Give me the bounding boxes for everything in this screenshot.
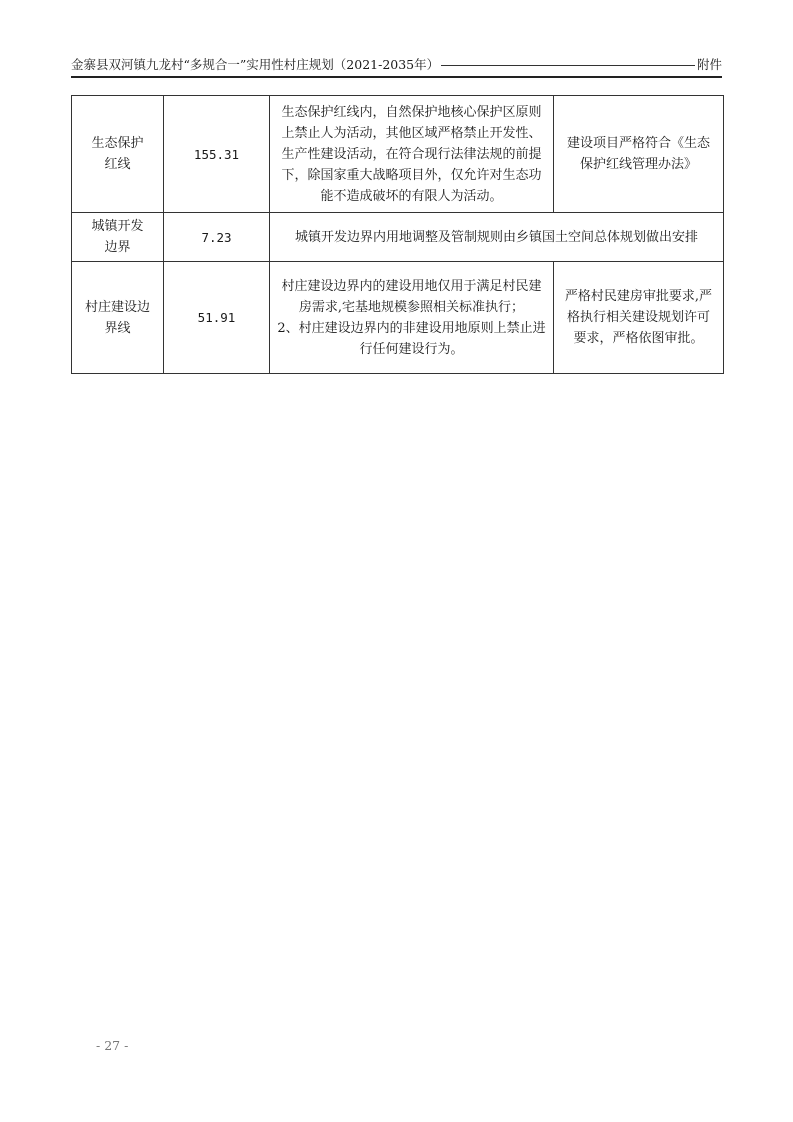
rule-paragraph-1: 村庄建设边界内的建设用地仅用于满足村民建房需求,宅基地规模参照相关标准执行；: [281, 278, 542, 315]
line-name: 城镇开发边界: [91, 219, 144, 255]
line-name-cell: [72, 213, 164, 262]
header-suffix: 附件: [696, 57, 722, 72]
line-name: 生态保护红线: [91, 136, 144, 172]
running-header: [71, 56, 722, 74]
area-cell: 155.31: [164, 96, 270, 213]
header-title: 金寨县双河镇九龙村“多规合一”实用性村庄规划（2021-2035年）: [71, 57, 440, 72]
area-cell: 7.23: [164, 213, 270, 262]
line-name-cell: [72, 262, 164, 374]
table-row: [72, 262, 724, 374]
rule-paragraph-2: 2、村庄建设边界内的非建设用地原则上禁止进行任何建设行为。: [277, 320, 546, 357]
page-number: - 27 -: [96, 1038, 129, 1053]
control-rule-cell: 城镇开发边界内用地调整及管制规则由乡镇国土空间总体规划做出安排: [270, 213, 724, 262]
area-cell: 51.91: [164, 262, 270, 374]
header-leader-line: [441, 65, 695, 66]
table-row: [72, 96, 724, 213]
line-name: 村庄建设边界线: [84, 299, 150, 336]
requirement-cell: 严格村民建房审批要求,严格执行相关建设规划许可要求，严格依图审批。: [554, 262, 724, 374]
control-rule-cell: [270, 262, 554, 374]
header-rule: [71, 76, 722, 78]
line-name-cell: [72, 96, 164, 213]
requirement-cell: 建设项目严格符合《生态保护红线管理办法》: [554, 96, 724, 213]
table-row: [72, 213, 724, 262]
control-line-table: [71, 95, 724, 374]
control-rule-cell: 生态保护红线内，自然保护地核心保护区原则上禁止人为活动，其他区域严格禁止开发性、生产性建设活动，在符合现行法律法规的前提下，除国家重大战略项目外，仅允许对生态功能不造成破坏的有限人为活动。: [270, 96, 554, 213]
